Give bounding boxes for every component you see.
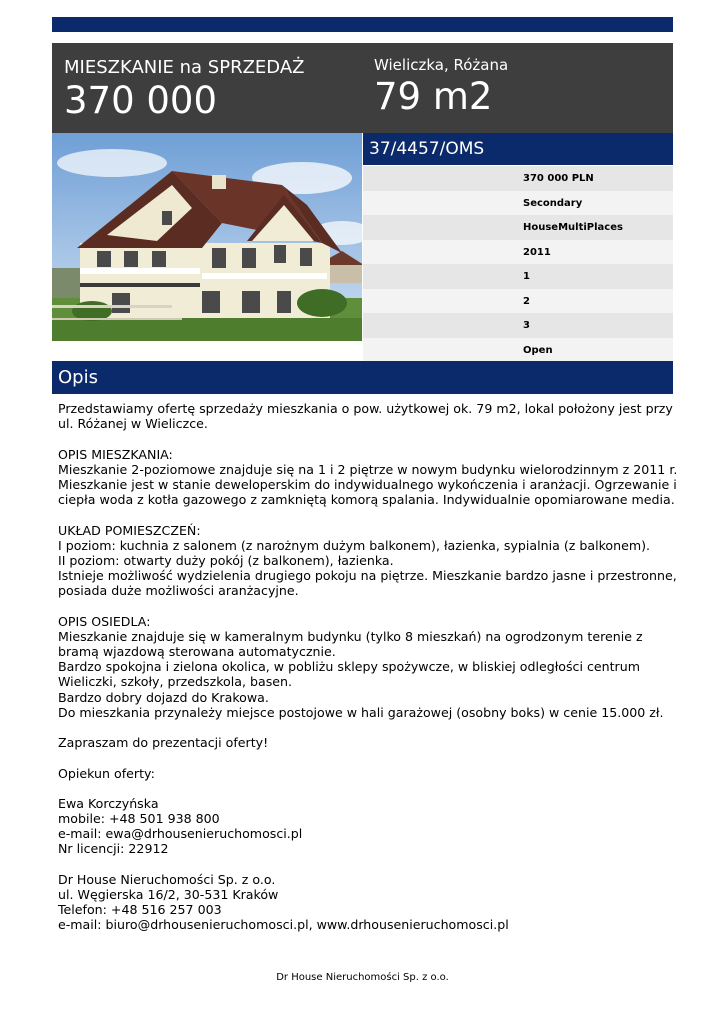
description-line: ul. Węgierska 16/2, 30-531 Kraków — [58, 887, 279, 902]
description-line: OPIS MIESZKANIA: — [58, 446, 173, 462]
description-line: posiada duże możliwości aranżacyjne. — [58, 583, 299, 599]
description-line: ciepła woda z kotła gazowego z zamkniętą komorą spalania. Indywidualnie opomiarowane media. — [58, 492, 675, 508]
top-accent-bar — [52, 17, 673, 32]
detail-value: HouseMultiPlaces — [523, 222, 623, 233]
description-line — [58, 431, 668, 446]
description-line: e-mail: biuro@drhousenieruchomosci.pl, www.drhousenieruchomosci.pl — [58, 917, 509, 933]
description-line: Mieszkanie 2-poziomowe znajduje się na 1 i 2 piętrze w nowym budynku wielorodzinnym z 2011 r. — [58, 461, 678, 477]
listing-header — [52, 43, 673, 133]
description-line: Przedstawiamy ofertę sprzedaży mieszkania o pow. użytkowej ok. 79 m2, lokal położony jest przy — [58, 401, 673, 416]
location: Wieliczka, Różana — [374, 56, 509, 74]
detail-row — [363, 264, 673, 289]
description-line: Wieliczki, szkoły, przedszkola, basen. — [58, 674, 292, 690]
detail-value: 1 — [523, 271, 530, 282]
detail-value: 3 — [523, 320, 530, 331]
description-line: Do mieszkania przynależy miejsce postojowe w hali garażowej (osobny boks) w cenie 15.000 zł. — [58, 704, 664, 720]
detail-value: 2011 — [523, 246, 551, 258]
price: 370 000 — [64, 79, 218, 122]
description-line — [58, 598, 668, 613]
description-line — [58, 781, 668, 796]
detail-row — [363, 215, 673, 240]
description-line: UKŁAD POMIESZCZEŃ: — [58, 522, 201, 538]
detail-value: 2 — [523, 295, 530, 307]
details-table — [363, 166, 673, 362]
description-line: e-mail: ewa@drhousenieruchomosci.pl — [58, 826, 303, 842]
area: 79 m2 — [374, 75, 493, 118]
detail-row — [363, 240, 673, 265]
description-line — [58, 507, 668, 522]
detail-row — [363, 338, 673, 363]
description-line: Mieszkanie jest w stanie deweloperskim do indywidualnego wykończenia i aranżacji. Ogrzewanie i — [58, 476, 677, 492]
description-line: mobile: +48 501 938 800 — [58, 811, 220, 827]
description-line: OPIS OSIEDLA: — [58, 613, 151, 629]
reference-bar — [363, 133, 673, 165]
detail-row — [363, 166, 673, 191]
description — [58, 401, 678, 933]
detail-row — [363, 313, 673, 338]
description-line: Opiekun oferty: — [58, 765, 155, 781]
description-line — [58, 750, 668, 765]
description-line: Zapraszam do prezentacji oferty! — [58, 735, 269, 751]
reference-number: 37/4457/OMS — [369, 139, 485, 159]
property-photo — [52, 133, 362, 341]
detail-value: Secondary — [523, 197, 583, 209]
section-title: Opis — [58, 367, 98, 388]
description-line: bramą wjazdową sterowana automatycznie. — [58, 644, 336, 659]
header-right — [374, 55, 508, 119]
header-left — [64, 55, 304, 123]
offer-type: MIESZKANIE na SPRZEDAŻ — [64, 57, 305, 78]
detail-row — [363, 289, 673, 314]
description-line: Dr House Nieruchomości Sp. z o.o. — [58, 871, 276, 887]
description-line: Bardzo spokojna i zielona okolica, w pobliżu sklepy spożywcze, w bliskiej odległości centrum — [58, 659, 640, 675]
description-line: I poziom: kuchnia z salonem (z narożnym dużym balkonem), łazienka, sypialnia (z balkonem). — [58, 537, 651, 553]
description-line: Ewa Korczyńska — [58, 795, 159, 811]
description-line: II poziom: otwarty duży pokój (z balkonem), łazienka. — [58, 552, 394, 568]
detail-value: 370 000 PLN — [523, 173, 594, 184]
description-line: ul. Różanej w Wieliczce. — [58, 416, 208, 432]
detail-row — [363, 191, 673, 216]
section-title-bar — [52, 361, 673, 394]
page-footer: Dr House Nieruchomości Sp. z o.o. — [276, 972, 449, 983]
description-line — [58, 857, 668, 872]
description-line: Telefon: +48 516 257 003 — [58, 902, 222, 918]
description-line: Mieszkanie znajduje się w kameralnym budynku (tylko 8 mieszkań) na ogrodzonym terenie z — [58, 628, 643, 644]
description-line: Nr licencji: 22912 — [58, 841, 169, 857]
description-line: Bardzo dobry dojazd do Krakowa. — [58, 689, 269, 705]
description-line — [58, 720, 668, 735]
description-line: Istnieje możliwość wydzielenia drugiego pokoju na piętrze. Mieszkanie bardzo jasne i przestronne, — [58, 568, 677, 584]
detail-value: Open — [523, 344, 553, 356]
